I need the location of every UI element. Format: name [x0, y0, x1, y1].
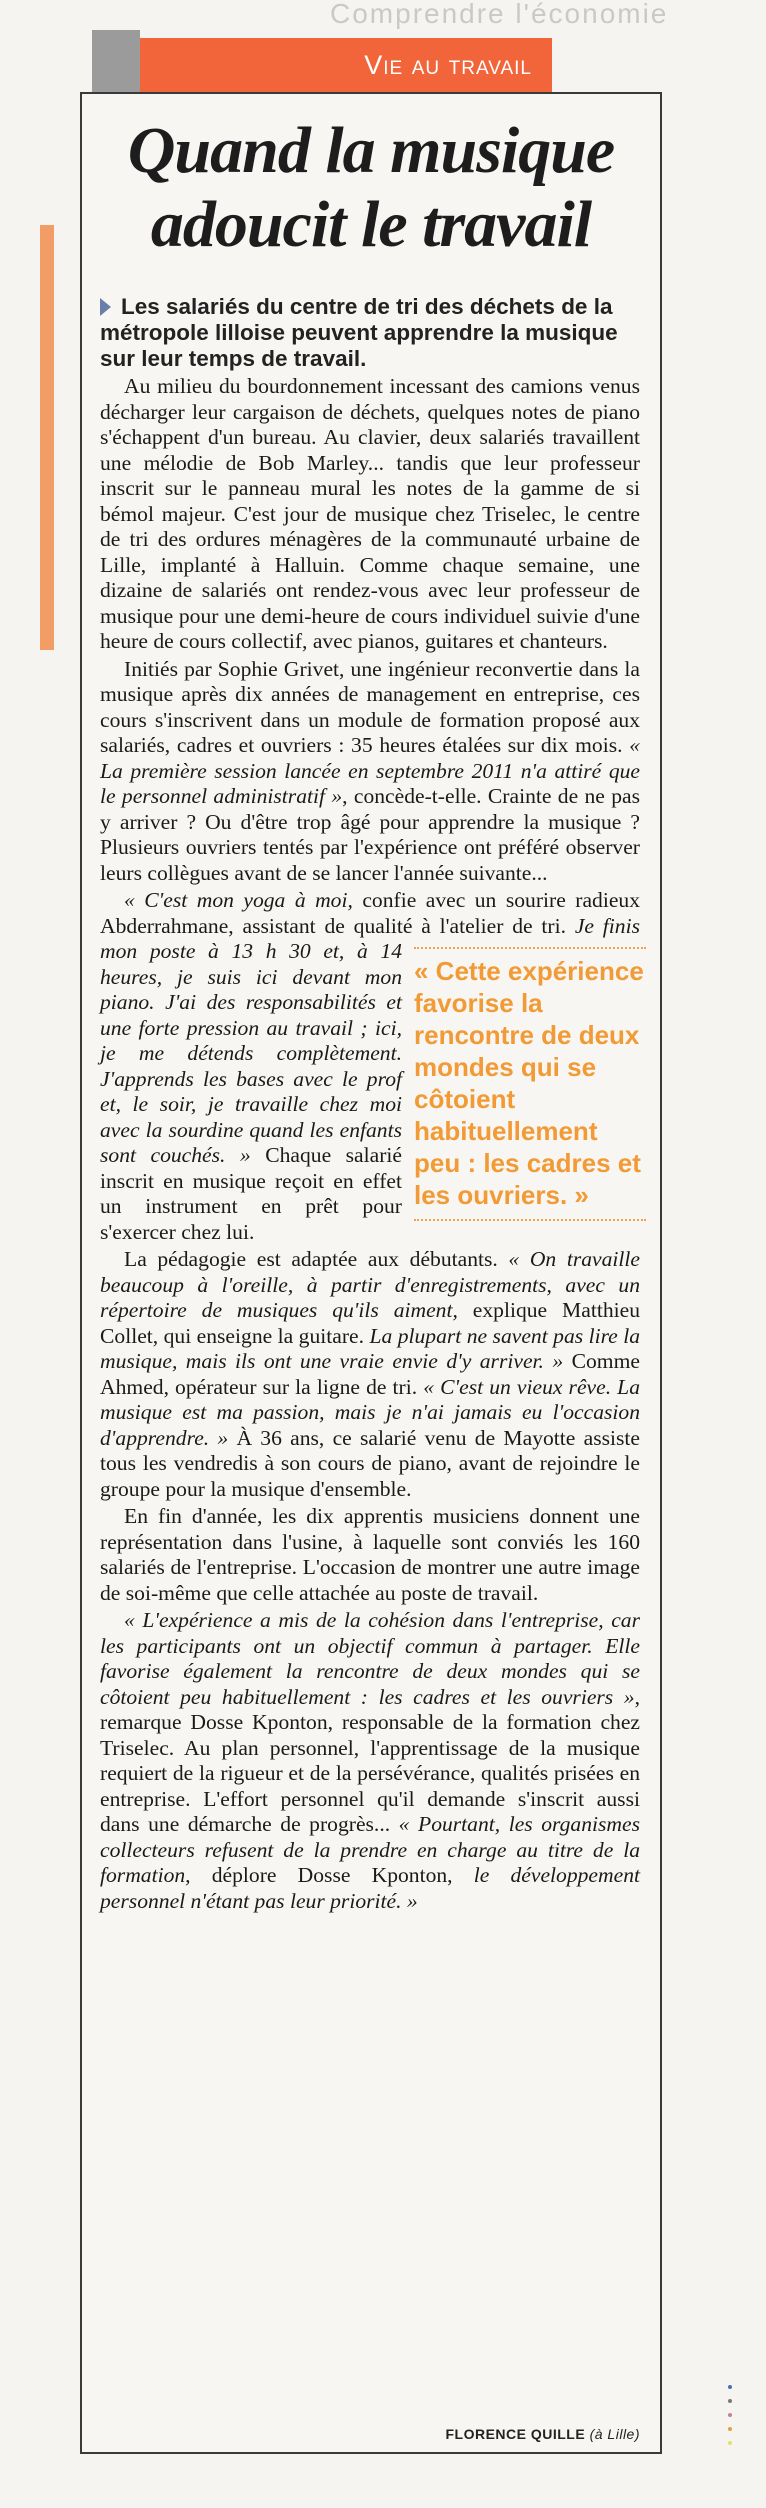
p3-text-b: Chaque salarié inscrit en musique reçoit en effet un instrument en prêt pour s'exercer chez lui. [100, 1143, 402, 1244]
lead-marker-icon [100, 298, 111, 316]
paragraph-5: En fin d'année, les dix apprentis musiciens donnent une représentation dans l'usine, à laquelle sont conviés les 160 salariés de l'entreprise. L'occasion de montrer une autre image de soi-même que celle attachée au poste de travail. [100, 1504, 640, 1605]
byline [445, 2426, 640, 2442]
paragraph-6 [100, 1608, 640, 1914]
dot [728, 2441, 732, 2445]
p2-text-b: , concède-t-elle. Crainte de ne pas y arriver ? Ou d'être trop âgé pour apprendre la musique ? Plusieurs ouvriers tentés par l'expérience ont préféré observer leurs collègues avant de se lancer l'année suivante... [100, 784, 640, 885]
dot [728, 2413, 732, 2417]
paragraph-1: Au milieu du bourdonnement incessant des camions venus décharger leur cargaison de déchets, quelques notes de piano s'échappent d'un bureau. Au clavier, deux salariés travaillent une mélodie de Bob Marley... tandis que leur professeur inscrit sur le panneau mural les notes de la gamme de si bémol majeur. C'est jour de musique chez Triselec, le centre de tri des ordures ménagères de la communauté urbaine de Lille, implanté à Halluin. Comme chaque semaine, une dizaine de salariés ont rendez-vous avec leur professeur de musique pour une demi-heure de cours individuel suivie d'une heure de cours collectif, avec pianos, guitares et chanteurs. [100, 374, 640, 653]
p2-text-a: Initiés par Sophie Grivet, une ingénieur reconvertie dans la musique après dix années de management en entreprise, ces cours s'inscrivent dans un module de formation proposé aux salariés, cadres et ouvriers : 35 heures étalées sur dix mois. [100, 656, 640, 757]
p4-quote-2: La plupart ne savent pas lire la musique, mais ils ont une vraie envie d'y arriver. » [100, 1323, 641, 1373]
dot [728, 2399, 732, 2403]
p4-quote-3: « C'est un vieux rêve. La musique est ma passion, mais je n'ai jamais eu l'occasion d'apprendre. » [100, 1374, 640, 1450]
title-line-2: adoucit le travail [150, 188, 592, 261]
p4-text-c: Comme Ahmed, opérateur sur la ligne de tri. [100, 1349, 640, 1399]
dot [728, 2427, 732, 2431]
article-title [82, 114, 660, 262]
p6-quote-3: le développement personnel n'étant pas leur priorité. » [100, 1863, 640, 1913]
decorative-dots [724, 2375, 736, 2455]
dot [728, 2385, 732, 2389]
bleed-header-text: Comprendre l'économie [330, 0, 669, 29]
title-line-1: Quand la musique [127, 114, 615, 187]
p6-quote-1: « L'expérience a mis de la cohésion dans l'entreprise, car les participants ont un objectif commun à partager. Elle favorise également la rencontre de deux mondes qui se côtoient peu habituellement : les cadres et les ouvriers » [100, 1608, 640, 1709]
margin-color-strip [40, 225, 54, 650]
p2-quote: « La première session lancée en septembre 2011 n'a attiré que le personnel administratif » [100, 733, 640, 808]
p6-quote-2: « Pourtant, les organismes collecteurs refusent de la prendre en charge au titre de la formation, [100, 1812, 640, 1887]
paragraph-2 [100, 657, 640, 887]
p3-quote-2: Je finis mon poste à 13 h 30 et, à 14 heures, je suis ici devant mon piano. J'ai des responsabilités et une forte pression au travail ; ici, je me détends complètement. J'apprends les bases avec le prof et, le soir, je travaille chez moi avec la sourdine quand les enfants sont couchés. » [100, 913, 640, 1167]
p6-text-b: déplore Dosse Kponton, [190, 1863, 474, 1887]
article-lead [100, 294, 640, 372]
paragraph-4 [100, 1247, 640, 1502]
byline-location: (à Lille) [589, 2426, 640, 2442]
article-body [100, 374, 644, 1916]
p4-text-b: explique Matthieu Collet, qui enseigne la guitare. [100, 1298, 640, 1348]
rubric-label: Vie au travail [364, 49, 532, 80]
rubric-banner [140, 38, 552, 92]
article-frame [80, 92, 662, 2454]
byline-author: FLORENCE QUILLE [445, 2426, 586, 2442]
p4-quote-1: « On travaille beaucoup à l'oreille, à partir d'enregistrements, avec un répertoire de musiques qu'ils aiment, [100, 1247, 640, 1322]
lead-text: Les salariés du centre de tri des déchets de la métropole lilloise peuvent apprendre la musique sur leur temps de travail. [100, 294, 618, 371]
pull-quote: « Cette expérience favorise la rencontre de deux mondes qui se côtoient habituellement peu : les cadres et les ouvriers. » [414, 947, 646, 1221]
p6-text-a: , remarque Dosse Kponton, responsable de la formation chez Triselec. Au plan personnel, l'apprentissage de la musique requiert de la rigueur et de la persévérance, qualités prisées en entreprise. L'effort personnel qu'il demande s'inscrit aussi dans une démarche de progrès... [100, 1684, 640, 1836]
p3-quote-1: « C'est mon yoga à moi, [124, 888, 353, 912]
paragraph-3 [100, 888, 644, 1245]
p4-text-a: La pédagogie est adaptée aux débutants. [124, 1247, 509, 1271]
p4-text-d: À 36 ans, ce salarié venu de Mayotte assiste tous les vendredis à son cours de piano, avant de rejoindre le groupe pour la musique d'ensemble. [100, 1425, 640, 1501]
p3-text-a: confie avec un sourire radieux Abderrahmane, assistant de qualité à l'atelier de tri. [100, 888, 640, 938]
rubric-grey-block [92, 30, 140, 98]
